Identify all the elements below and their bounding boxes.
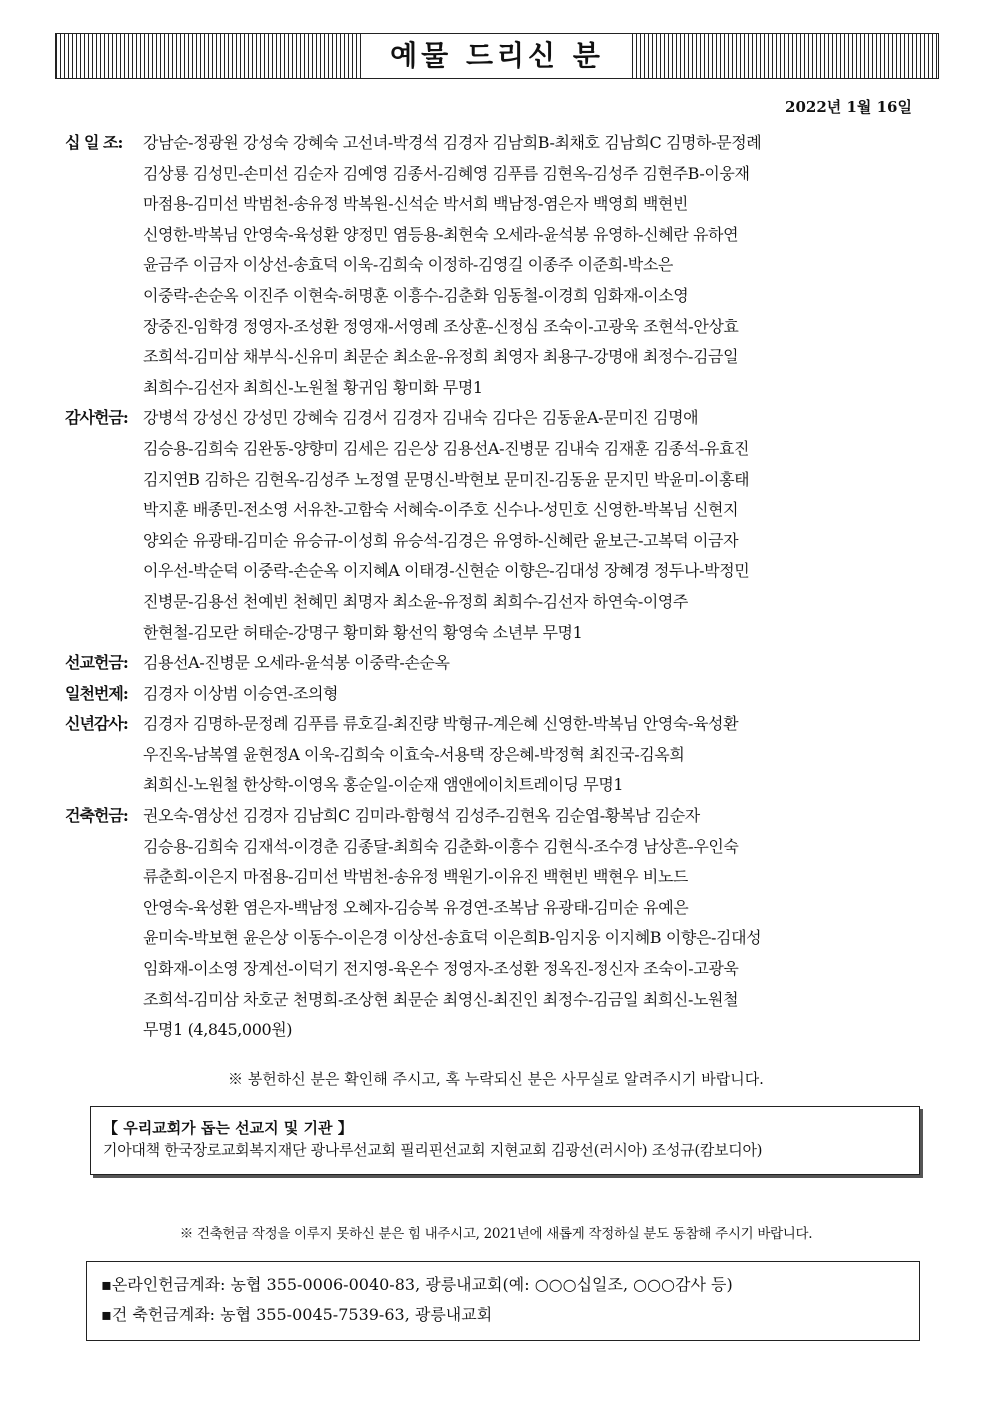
- mission-box-text: 기아대책 한국장로교회복지재단 광나루선교회 필리핀선교회 지현교회 김광선(러시아) 조성규(캄보디아): [103, 1141, 763, 1159]
- page-title: 예물 드리신 분: [364, 34, 630, 78]
- online-account-line: ▪온라인헌금계좌: 농협 355-0006-0040-83, 광릉내교회(예: ○○○십일조, ○○○감사 등): [101, 1275, 733, 1294]
- name-line: 안영숙-육성환 염은자-백남정 오혜자-김승복 유경연-조복남 유광태-김미순 유예은: [143, 897, 689, 917]
- name-line: 마점용-김미선 박범천-송유정 박복원-신석순 박서희 백남정-염은자 백영희 백현빈: [143, 194, 688, 214]
- section-label: 건축헌금:: [65, 806, 128, 826]
- mission-box-title: 【 우리교회가 돕는 선교지 및 기관 】: [103, 1119, 353, 1137]
- name-list: [143, 709, 945, 801]
- name-list: [143, 648, 945, 679]
- name-line: 이중락-손순옥 이진주 이현숙-허명훈 이흥수-김춘화 임동철-이경희 임화재-이소영: [143, 285, 689, 305]
- section-thanks: [65, 403, 945, 648]
- date: 2022년 1월 16일: [785, 98, 912, 116]
- name-line: 우진옥-남복열 윤현정A 이욱-김희숙 이효숙-서용택 장은혜-박정혁 최진국-김옥희: [143, 744, 685, 764]
- name-line: 김지연B 김하은 김현옥-김성주 노정열 문명신-박현보 문미진-김동윤 문지민 박윤미-이홍태: [143, 469, 750, 489]
- name-list: [143, 801, 945, 1046]
- name-line: 김용선A-진병문 오세라-윤석봉 이중락-손순옥: [143, 653, 450, 673]
- name-line: 신영한-박복님 안영숙-육성환 양정민 염등용-최현숙 오세라-윤석봉 유영하-신혜란 유하연: [143, 224, 739, 244]
- confirm-notice: ※ 봉헌하신 분은 확인해 주시고, 혹 누락되신 분은 사무실로 알려주시기 바랍니다.: [228, 1070, 764, 1088]
- name-line: 김상룡 김성민-손미선 김순자 김예영 김종서-김혜영 김푸름 김현옥-김성주 김현주B-이웅재: [143, 163, 750, 183]
- name-line: 강병석 강성신 강성민 강혜숙 김경서 김경자 김내숙 김다은 김동윤A-문미진 김명애: [143, 408, 699, 428]
- section-mission: [65, 648, 945, 679]
- section-thousand-offering: [65, 679, 945, 710]
- section-label: 신년감사:: [65, 714, 128, 734]
- name-line: 박지훈 배종민-전소영 서유찬-고함숙 서혜숙-이주호 신수나-성민호 신영한-박복님 신현지: [143, 500, 739, 520]
- name-line: 장중진-임학경 정영자-조성환 정영재-서영례 조상훈-신정심 조숙이-고광욱 조현석-안상효: [143, 316, 739, 336]
- name-line: 강남순-정광원 강성숙 강혜숙 고선녀-박경석 김경자 김남희B-최채호 김남희C 김명하-문정례: [143, 133, 762, 152]
- name-list: [143, 403, 945, 648]
- name-line: 김경자 이상범 이승연-조의형: [143, 683, 339, 703]
- name-line: 류춘희-이은지 마점용-김미선 박범천-송유정 백원기-이유진 백현빈 백현우 비노드: [143, 867, 688, 887]
- name-line: 윤미숙-박보현 윤은상 이동수-이은경 이상선-송효덕 이은희B-임지웅 이지혜B 이향은-김대성: [143, 928, 762, 948]
- name-line: 양외순 유광태-김미순 유승규-이성희 유승석-김경은 유영하-신혜란 윤보근-고복덕 이금자: [143, 530, 739, 550]
- name-list: [143, 679, 945, 710]
- section-building: [65, 801, 945, 1046]
- section-tithe: [65, 128, 945, 403]
- section-label: 십 일 조:: [65, 133, 123, 152]
- title-bar: [55, 33, 939, 79]
- name-line: 김승용-김희숙 김재석-이경춘 김종달-최희숙 김춘화-이흥수 김현식-조수경 남상흔-우인숙: [143, 836, 739, 856]
- name-list: [143, 128, 945, 403]
- building-account-line: ▪건 축헌금계좌: 농협 355-0045-7539-63, 광릉내교회: [101, 1305, 493, 1324]
- section-label: 감사헌금:: [65, 408, 128, 428]
- building-notice: ※ 건축헌금 작정을 이루지 못하신 분은 힘 내주시고, 2021년에 새롭게 작정하실 분도 동참해 주시기 바랍니다.: [179, 1226, 813, 1242]
- name-line: 임화재-이소영 장계선-이덕기 전지영-육온수 정영자-조성환 정옥진-정신자 조숙이-고광욱: [143, 959, 739, 979]
- section-label: 선교헌금:: [65, 653, 128, 673]
- offering-sections: [65, 128, 945, 1046]
- account-info-box: [86, 1261, 920, 1341]
- name-line: 한현철-김모란 허태순-강명구 황미화 황선익 황영숙 소년부 무명1: [143, 622, 583, 642]
- name-line: 조희석-김미삼 차호군 천명희-조상현 최문순 최영신-최진인 최정수-김금일 최희신-노원철: [143, 989, 739, 1009]
- name-line: 최희신-노원철 한상학-이영옥 홍순일-이순재 앰앤에이치트레이딩 무명1: [143, 775, 624, 795]
- name-line: 무명1 (4,845,000원): [143, 1020, 293, 1040]
- section-label: 일천번제:: [65, 683, 128, 703]
- name-line: 진병문-김용선 천예빈 천혜민 최명자 최소윤-유정희 최희수-김선자 하연숙-이영주: [143, 591, 688, 611]
- name-line: 조희석-김미삼 채부식-신유미 최문순 최소윤-유정희 최영자 최용구-강명애 최정수-김금일: [143, 347, 739, 367]
- name-line: 윤금주 이금자 이상선-송효덕 이욱-김희숙 이정하-김영길 이종주 이준희-박소은: [143, 255, 673, 275]
- section-new-year: [65, 709, 945, 801]
- name-line: 최희수-김선자 최희신-노원철 황귀임 황미화 무명1: [143, 377, 483, 397]
- name-line: 이우선-박순덕 이중락-손순옥 이지혜A 이태경-신현순 이향은-김대성 장혜경 정두나-박정민: [143, 561, 750, 581]
- name-line: 김승용-김희숙 김완동-양향미 김세은 김은상 김용선A-진병문 김내숙 김재훈 김종석-유효진: [143, 438, 749, 458]
- name-line: 권오숙-염상선 김경자 김남희C 김미라-함형석 김성주-김현옥 김순엽-황복남 김순자: [143, 806, 700, 826]
- name-line: 김경자 김명하-문정례 김푸름 류호길-최진량 박형규-계은혜 신영한-박복님 안영숙-육성환: [143, 714, 739, 734]
- mission-support-box: [90, 1106, 920, 1175]
